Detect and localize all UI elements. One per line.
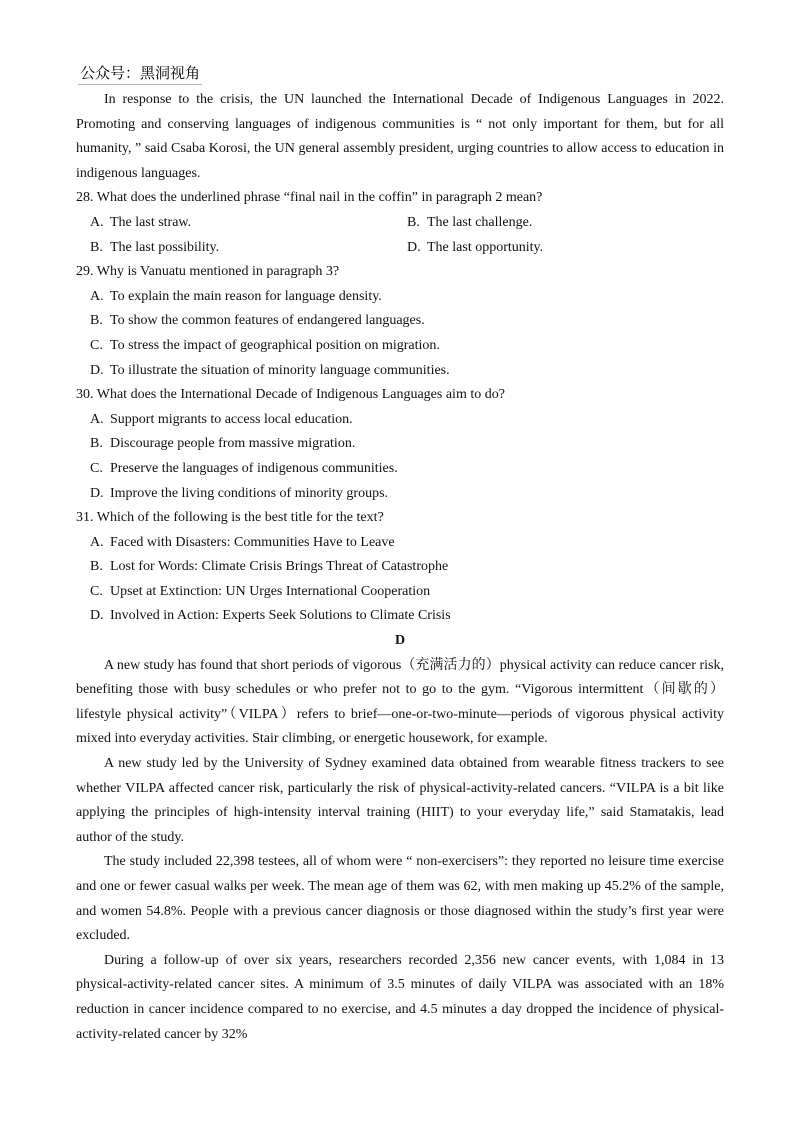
option-letter: D. <box>90 485 104 501</box>
question-text: Which of the following is the best title for the text? <box>96 510 384 526</box>
passage-d-paragraph: The study included 22,398 testees, all of whom were “ non-exercisers”: they reported no leisure time exercise and one or fewer casual walks per week. The mean age of them was 62, with men making up 45.2% of the sample, and women 54.8%. People with a previous cancer diagnosis or those diagnosed within the study’s first year were excluded. <box>76 854 724 944</box>
option-text: Involved in Action: Experts Seek Solutions to Climate Crisis <box>110 608 451 624</box>
option-a <box>90 531 724 556</box>
passage-c-final-paragraph: In response to the crisis, the UN launched the International Decade of Indigenous Languages in 2022. Promoting and conserving languages of indigenous communities is “ not only important for them, but for all humanity, ” said Csaba Korosi, the UN general assembly president, urging countries to allow access to education in indigenous languages. <box>76 92 724 181</box>
option-letter: B. <box>90 559 103 575</box>
option-text: The last opportunity. <box>427 239 544 255</box>
option-d <box>90 359 724 384</box>
option-text: Lost for Words: Climate Crisis Brings Threat of Catastrophe <box>110 559 449 575</box>
option-b <box>90 309 724 334</box>
option-d <box>90 604 724 629</box>
option-letter: D. <box>407 239 421 255</box>
option-text: To show the common features of endangered languages. <box>110 313 425 329</box>
option-letter: B. <box>90 239 103 255</box>
option-row <box>90 236 724 261</box>
option-letter: C. <box>90 583 103 599</box>
question-stem <box>76 186 724 211</box>
option-letter: A. <box>90 534 104 550</box>
option-text: The last possibility. <box>110 239 220 255</box>
option-letter: C. <box>90 460 103 476</box>
passage-d-paragraph: A new study has found that short periods of vigorous（充满活力的）physical activity can reduce cancer risk, benefiting those with busy schedules or who prefer not to go to the gym. “Vigorous intermittent（间歇的）lifestyle physical activity”（VILPA）refers to brief—one-or-two-minute—periods of vigorous physical activity mixed into everyday activities. Stair climbing, or energetic housework, for example. <box>76 657 724 747</box>
watermark-label: 公众号：黑洞视角 <box>78 62 202 85</box>
passage-d-paragraph: A new study led by the University of Sydney examined data obtained from wearable fitness trackers to see whether VILPA affected cancer risk, particularly the risk of physical-activity-related cancers. “VILPA is a bit like applying the principles of high-intensity interval training (HIIT) to your everyday life,” said Stamatakis, lead author of the study. <box>76 756 724 845</box>
question-30 <box>76 383 724 506</box>
question-29 <box>76 260 724 383</box>
option-text: The last challenge. <box>427 214 533 230</box>
question-28 <box>76 186 724 260</box>
option-text: Preserve the languages of indigenous communities. <box>110 460 398 476</box>
option-text: Discourage people from massive migration. <box>110 436 356 452</box>
question-stem <box>76 260 724 285</box>
option-text: The last straw. <box>110 214 192 230</box>
option-a <box>90 285 724 310</box>
option-a <box>90 408 724 433</box>
option-row <box>90 211 724 236</box>
option-text: Support migrants to access local education. <box>110 411 353 427</box>
question-31 <box>76 506 724 629</box>
option-letter: D. <box>90 608 104 624</box>
option-text: To explain the main reason for language density. <box>110 288 382 304</box>
passage-d-paragraph: During a follow-up of over six years, researchers recorded 2,356 new cancer events, with 1,084 in 13 physical-activity-related cancer sites. A minimum of 3.5 minutes of daily VILPA was associated with an 18% reduction in cancer incidence compared to no exercise, and 4.5 minutes a day dropped the incidence of physical-activity-related cancer by 32% <box>76 952 724 1042</box>
question-stem <box>76 506 724 531</box>
section-title: D <box>394 633 406 649</box>
question-number: 28. <box>76 190 94 206</box>
option-d <box>90 482 724 507</box>
question-number: 31. <box>76 510 94 526</box>
option-text: To stress the impact of geographical position on migration. <box>110 337 440 353</box>
option-letter: A. <box>90 214 104 230</box>
page-content <box>76 88 724 1047</box>
question-number: 30. <box>76 387 94 403</box>
option-b <box>407 211 724 236</box>
option-letter: B. <box>407 214 420 230</box>
question-text: What does the underlined phrase “final nail in the coffin” in paragraph 2 mean? <box>96 190 543 206</box>
option-c <box>90 334 724 359</box>
option-text: Faced with Disasters: Communities Have to Leave <box>110 534 395 550</box>
option-letter: D. <box>90 362 104 378</box>
option-c <box>90 236 407 261</box>
question-stem <box>76 383 724 408</box>
question-text: Why is Vanuatu mentioned in paragraph 3? <box>96 264 340 280</box>
option-a <box>90 211 407 236</box>
option-b <box>90 432 724 457</box>
option-c <box>90 580 724 605</box>
question-text: What does the International Decade of Indigenous Languages aim to do? <box>96 387 505 403</box>
option-text: Upset at Extinction: UN Urges International Cooperation <box>110 583 431 599</box>
option-b <box>90 555 724 580</box>
question-number: 29. <box>76 264 94 280</box>
option-text: To illustrate the situation of minority language communities. <box>110 362 450 378</box>
option-letter: B. <box>90 313 103 329</box>
option-letter: B. <box>90 436 103 452</box>
option-letter: A. <box>90 411 104 427</box>
option-text: Improve the living conditions of minority groups. <box>110 485 389 501</box>
option-c <box>90 457 724 482</box>
option-d <box>407 236 724 261</box>
option-letter: A. <box>90 288 104 304</box>
option-letter: C. <box>90 337 103 353</box>
